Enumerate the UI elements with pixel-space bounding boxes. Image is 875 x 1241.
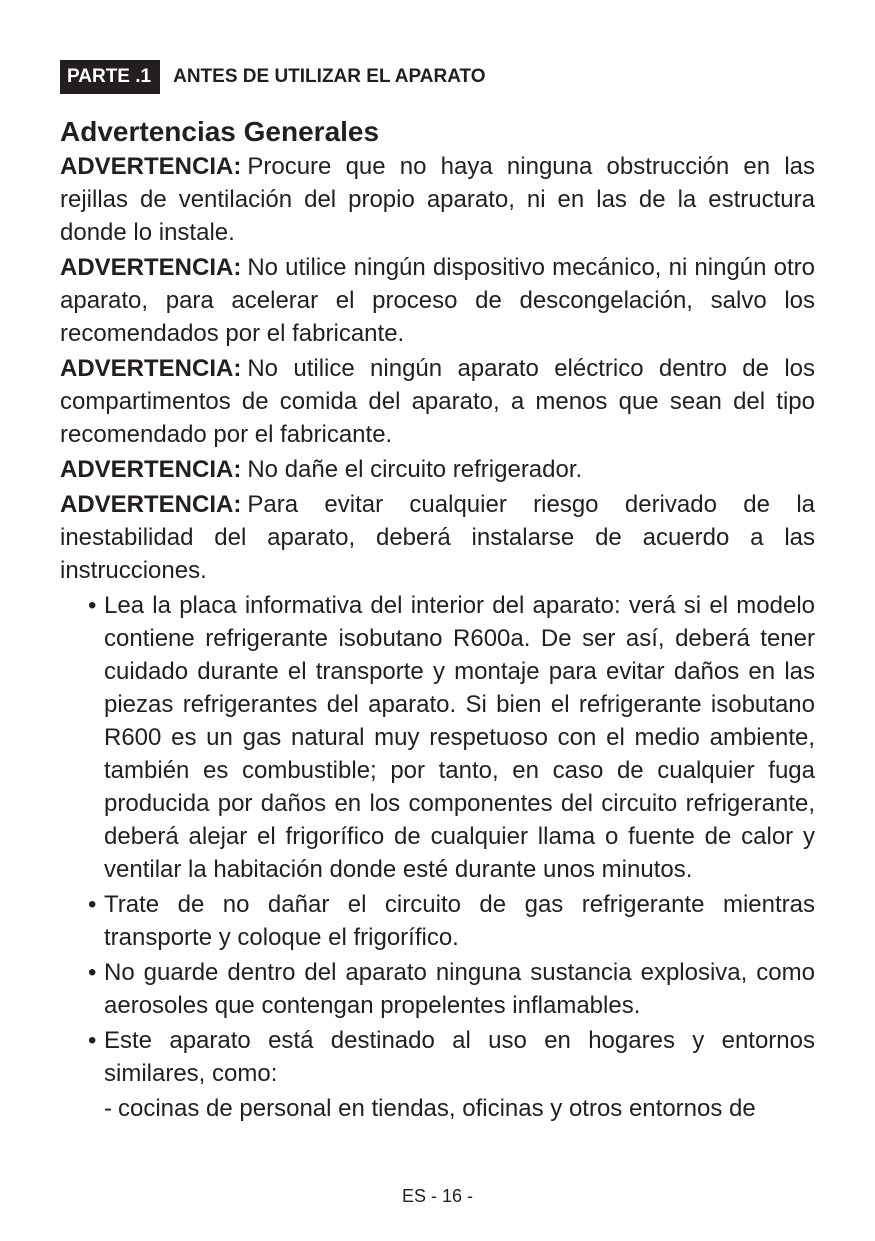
warning-label: ADVERTENCIA: xyxy=(60,456,242,483)
warning-text: Procure que no haya ninguna obstrucción en las rejillas de ventilación del propio aparato, ni en las de la estructura donde lo instale. xyxy=(60,153,815,246)
bullet-text: Lea la placa informativa del interior del aparato: verá si el modelo contiene refrigerante isobutano R600a. De ser así, deberá tener cuidado durante el transporte y montaje para evitar daños en las piezas refrigerantes del aparato. Si bien el refrigerante isobutano R600 es un gas natural muy respetuoso con el medio ambiente, también es combustible; por tanto, en caso de cualquier fuga producida por daños en los componentes del circuito refrigerante, deberá alejar el frigorífico de cualquier llama o fuente de calor y ventilar la habitación donde esté durante unos minutos. xyxy=(104,592,815,883)
warning-paragraph xyxy=(60,150,815,249)
bullet-item xyxy=(60,888,815,954)
warning-label: ADVERTENCIA: xyxy=(60,153,242,180)
sub-item xyxy=(60,1092,815,1125)
warning-paragraph xyxy=(60,488,815,587)
sub-item-text: cocinas de personal en tiendas, oficinas y otros entornos de xyxy=(118,1095,756,1122)
warning-label: ADVERTENCIA: xyxy=(60,254,242,281)
bullet-list xyxy=(60,589,815,1090)
warning-text: Para evitar cualquier riesgo derivado de la inestabilidad del aparato, deberá instalarse de acuerdo a las instrucciones. xyxy=(60,491,815,584)
bullet-marker: • xyxy=(88,592,97,619)
part-title: ANTES DE UTILIZAR EL APARATO xyxy=(173,66,486,87)
warning-label: ADVERTENCIA: xyxy=(60,491,242,518)
bullet-text: Trate de no dañar el circuito de gas refrigerante mientras transporte y coloque el frigorífico. xyxy=(104,891,815,951)
bullet-text: Este aparato está destinado al uso en hogares y entornos similares, como: xyxy=(104,1027,815,1087)
warning-text: No utilice ningún aparato eléctrico dentro de los compartimentos de comida del aparato, a menos que sean del tipo recomendado por el fabricante. xyxy=(60,355,815,448)
warning-paragraph xyxy=(60,352,815,451)
bullet-marker: • xyxy=(88,1027,97,1054)
warning-text: No dañe el circuito refrigerador. xyxy=(247,456,583,483)
section-heading: Advertencias Generales xyxy=(60,116,380,147)
bullet-marker: • xyxy=(88,959,97,986)
warning-text: No utilice ningún dispositivo mecánico, ni ningún otro aparato, para acelerar el proceso de descongelación, salvo los recomendados por el fabricante. xyxy=(60,254,815,347)
part-header xyxy=(60,60,815,94)
bullet-item xyxy=(60,1024,815,1090)
warning-paragraph xyxy=(60,251,815,350)
bullet-item xyxy=(60,956,815,1022)
bullet-marker: • xyxy=(88,891,97,918)
page-number: ES - 16 - xyxy=(401,1186,474,1206)
bullet-item xyxy=(60,589,815,886)
part-badge: PARTE .1 xyxy=(60,60,160,94)
warning-label: ADVERTENCIA: xyxy=(60,355,242,382)
bullet-text: No guarde dentro del aparato ninguna sustancia explosiva, como aerosoles que contengan propelentes inflamables. xyxy=(104,959,815,1019)
warning-paragraph xyxy=(60,453,815,486)
sub-item-marker: - xyxy=(104,1095,112,1122)
manual-page xyxy=(60,60,815,1125)
